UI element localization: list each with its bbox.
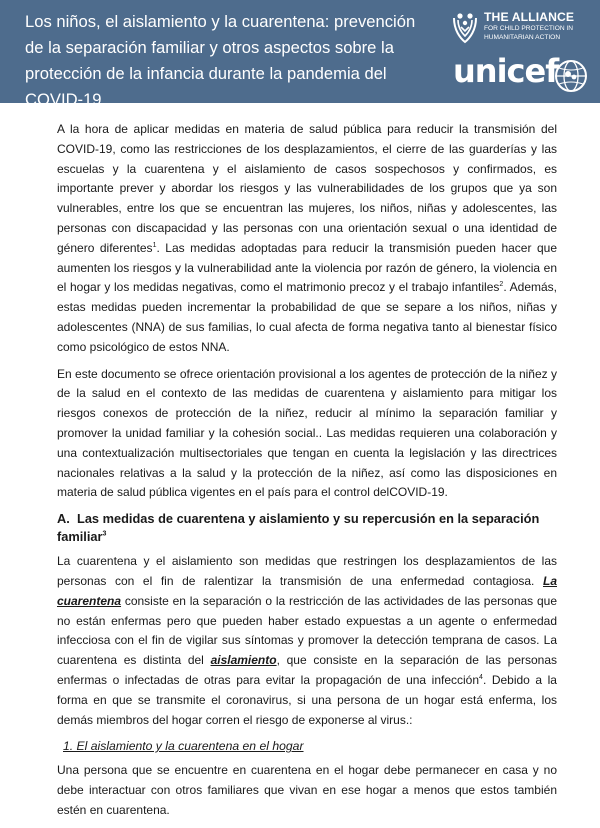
alliance-logo (450, 10, 588, 50)
footnote-ref-4[interactable]: 4 (479, 673, 483, 681)
intro-text-a: A la hora de aplicar medidas en materia de salud pública para reducir la transmisión del COVID-19, como las restricciones de los desplazamientos, el cierre de las guarderías y las escuelas y la cuarentena y el aislamiento de casos sospechosos y confirmados, es importante prever y abordar los riesgos y las vulnerabilidades de los grupos que ya son vulnerables, entre los que se encuentran las mujeres, los niños, niñas y adolescentes, las personas con discapacidad y las personas con una orientación sexual o una identidad de género diferentes (57, 122, 557, 255)
definition-text-a: La cuarentena y el aislamiento son medidas que restringen los desplazamientos de las personas con el fin de ralentizar la transmisión de una enfermedad contagiosa. (57, 554, 557, 588)
subsection-1-heading: 1. El aislamiento y la cuarentena en el hogar (63, 739, 304, 754)
section-a-heading (57, 510, 557, 546)
document-title: Los niños, el aislamiento y la cuarentena: prevención de la separación familiar y otros aspectos sobre la protección de la infancia durante la pandemia del COVID-19 (25, 12, 416, 109)
intro-text-b: . Las medidas adoptadas para reducir la transmisión pueden hacer que aumenten los riesgos y la vulnerabilidad ante la violencia por razón de género, la violencia en el hogar y los medidas negativas, como el matrimonio precoz y el trabajo infantiles (57, 240, 557, 295)
term-aislamiento: aislamiento (210, 653, 277, 668)
footnote-ref-2[interactable]: 2 (499, 281, 504, 289)
alliance-name: THE ALLIANCE (484, 10, 575, 24)
definition-text-b: consiste en la separación o la restricción de las actividades de las personas que no están enfermas pero que pueden haber estado expuestas a un agente o enfermedad infecciosa con el fin de vigilar sus síntomas y promover la detección temprana de casos. La cuarentena es distinta del (57, 593, 557, 668)
unicef-globe-icon (554, 59, 588, 93)
unicef-logo (453, 52, 588, 96)
definition-paragraph (57, 552, 557, 730)
intro-paragraph (57, 120, 557, 358)
alliance-subtitle: FOR CHILD PROTECTION IN HUMANITARIAN ACTION (484, 25, 574, 41)
document-header (0, 0, 600, 109)
section-letter: A. (57, 511, 70, 527)
definition-text-c: , que consiste en la separación de las personas enfermas o infectadas de otras para evitar la propagación de una infección (57, 653, 558, 687)
footnote-ref-3[interactable]: 3 (102, 530, 107, 538)
intro-text-c: . Además, estas medidas pueden incrementar la probabilidad de que se separe a los niños, niñas y adolescentes (NNA) de sus familias, lo cual afecta de forma negativa tanto al bienestar físico como psicológico de estos NNA. (57, 280, 557, 354)
unicef-wordmark: unicef (453, 52, 559, 90)
section-title: Las medidas de cuarentena y aislamiento y su repercusión en la separación familiar (57, 511, 540, 545)
footnote-ref-1[interactable]: 1 (152, 241, 157, 249)
definition-text-d: . Debido a la forma en que se transmite el coronavirus, si una persona de un hogar está enferma, los demás miembros del hogar corren el riesgo de exponerse al virus.: (57, 672, 557, 727)
home-quarantine-paragraph: Una persona que se encuentre en cuarentena en el hogar debe permanecer en casa y no debe interactuar con otros familiares que vivan en ese hogar a menos que estos también estén en cuarentena. (57, 763, 557, 817)
guidance-paragraph: En este documento se ofrece orientación provisional a los agentes de protección de la niñez y de la salud en el contexto de las medidas de cuarentena y aislamiento para mitigar los riesgos conexos de protección de la niñez, reducir al mínimo la separación familiar y promover la unidad familiar y la cohesión social.. Las medidas requieren una colaboración y una contextualización multisectoriales que tengan en cuenta la legislación y las directrices nacionales relativas a la salud y la protección de la niñez, así como las disposiciones en materia de salud pública vigentes en el país para el control delCOVID-19. (57, 366, 557, 500)
logo-group (450, 8, 588, 96)
alliance-hands-icon (450, 10, 480, 44)
document-body (57, 120, 557, 828)
term-cuarentena: La cuarentena (57, 573, 557, 608)
